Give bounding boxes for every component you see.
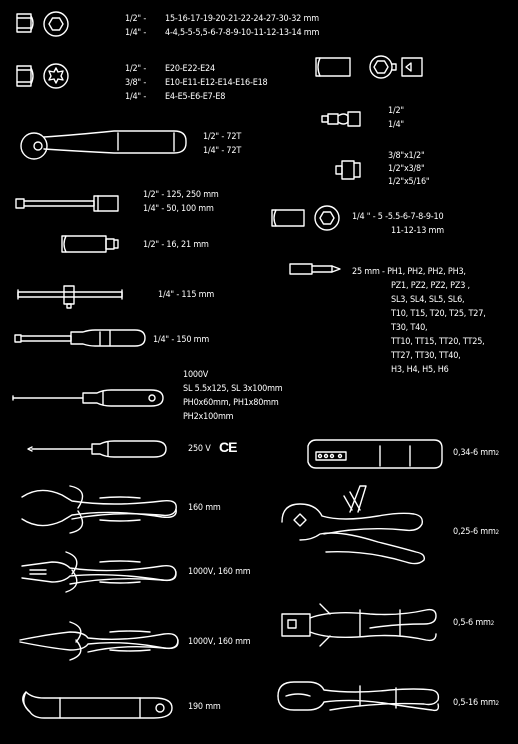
ce-mark: CE xyxy=(219,439,237,455)
t-handle-size: 1/4" - 115 mm xyxy=(158,290,215,300)
screwdriver-phillips: PH0x60mm, PH1x80mm xyxy=(183,398,279,408)
adapter-3: 1/2"x5/16" xyxy=(388,177,430,187)
bits-line-6: TT10, TT15, TT20, TT25, xyxy=(391,337,485,347)
bits-line-2: PZ1, PZ2, PZ2, PZ3 , xyxy=(391,281,470,291)
spinner-handle-icon xyxy=(15,330,145,346)
universal-joint-icon xyxy=(322,112,360,126)
crimper-1-range: 0,25-6 $mm^2$ xyxy=(453,527,499,537)
cutter-size: 160 mm xyxy=(188,503,221,513)
bits-line-5: T30, T40, xyxy=(391,323,428,333)
torx-quarter-sizes: E4-E5-E6-E7-E8 xyxy=(165,92,226,102)
ratchet-crimper-hex-icon xyxy=(282,486,424,564)
spinner-size: 1/4" - 150 mm xyxy=(153,335,210,345)
spark-socket-sizes: 1/2" - 16, 21 mm xyxy=(143,240,209,250)
long-nose-pliers-icon xyxy=(20,622,178,660)
combination-pliers-size: 1000V, 160 mm xyxy=(188,567,251,577)
bits-line-8: H3, H4, H5, H6 xyxy=(391,365,449,375)
ratchet-icon xyxy=(21,131,186,159)
ratchet-crimper-insulated-icon xyxy=(282,604,436,646)
stripper-range: 0,34-6 $mm^2$ xyxy=(453,448,499,458)
torx-half-sizes: E20-E22-E24 xyxy=(165,64,215,74)
combination-pliers-icon xyxy=(22,552,176,592)
sockets-half-label: 1/2" - xyxy=(125,14,147,24)
screwdriver-voltage: 1000V xyxy=(183,370,209,380)
sockets-half-sizes: 15-16-17-19-20-21-22-24-27-30-32 mm xyxy=(165,14,319,24)
bits-line-7: TT27, TT30, TT40, xyxy=(391,351,461,361)
universal-joint-half: 1/2" xyxy=(388,106,404,116)
torx-threeeighth-label: 3/8" - xyxy=(125,78,147,88)
adapter-2: 1/2"x3/8" xyxy=(388,164,425,174)
t-handle-icon xyxy=(18,286,122,308)
screwdriver-bit-icon xyxy=(290,264,340,274)
torx-socket-side-icon xyxy=(17,66,33,86)
bits-line-3: SL3, SL4, SL5, SL6, xyxy=(391,295,465,305)
extension-half: 1/2" - 125, 250 mm xyxy=(143,190,219,200)
ratchet-crimper-open-icon xyxy=(278,682,438,710)
screwdriver-icon xyxy=(13,390,163,406)
deep-socket-sizes-1: 1/4 " - 5 -5.5-6-7-8-9-10 xyxy=(352,212,444,222)
wire-stripper-icon xyxy=(308,440,442,468)
crimper-2-range: 0,5-6 $mm^2$ xyxy=(453,618,494,628)
screwdriver-slotted: SL 5.5x125, SL 3x100mm xyxy=(183,384,283,394)
bits-line-1: 25 mm - PH1, PH2, PH2, PH3, xyxy=(352,267,466,277)
torx-half-label: 1/2" - xyxy=(125,64,147,74)
socket-side-icon xyxy=(17,14,33,32)
torx-threeeighth-sizes: E10-E11-E12-E14-E16-E18 xyxy=(165,78,268,88)
screwdriver-ph2: PH2x100mm xyxy=(183,412,234,422)
tester-voltage: 250 V xyxy=(188,444,211,454)
deep-socket-side-icon xyxy=(272,210,304,226)
sockets-quarter-sizes: 4-4,5-5-5,5-6-7-8-9-10-11-12-13-14 mm xyxy=(165,28,320,38)
extension-bar-icon xyxy=(16,196,118,211)
universal-joint-quarter: 1/4" xyxy=(388,120,404,130)
bits-line-4: T10, T15, T20, T25, T27, xyxy=(391,309,486,319)
ratchet-quarter: 1/4" - 72T xyxy=(203,146,242,156)
deep-socket-hex-icon xyxy=(315,206,339,230)
spark-plug-socket-icon xyxy=(62,236,118,252)
long-nose-pliers-size: 1000V, 160 mm xyxy=(188,637,251,647)
hex-socket-icon xyxy=(44,12,68,36)
crimper-3-range: 0,5-16 $mm^2$ xyxy=(453,698,499,708)
extension-quarter: 1/4" - 50, 100 mm xyxy=(143,204,214,214)
diagonal-cutter-icon xyxy=(22,486,176,533)
voltage-tester-icon xyxy=(28,441,166,457)
drive-adapter-icon xyxy=(336,161,360,179)
deep-socket-sizes-2: 11-12-13 mm xyxy=(391,226,444,236)
cable-knife-size: 190 mm xyxy=(188,702,221,712)
adapter-socket-side-icon xyxy=(316,58,350,76)
torx-socket-icon xyxy=(44,64,68,88)
square-drive-icon xyxy=(402,58,422,76)
torx-quarter-label: 1/4" - xyxy=(125,92,147,102)
ratchet-half: 1/2" - 72T xyxy=(203,132,242,142)
adapter-1: 3/8"x1/2" xyxy=(388,151,425,161)
adapter-hex-icon xyxy=(370,56,396,78)
sockets-quarter-label: 1/4" - xyxy=(125,28,147,38)
cable-knife-icon xyxy=(23,692,172,718)
